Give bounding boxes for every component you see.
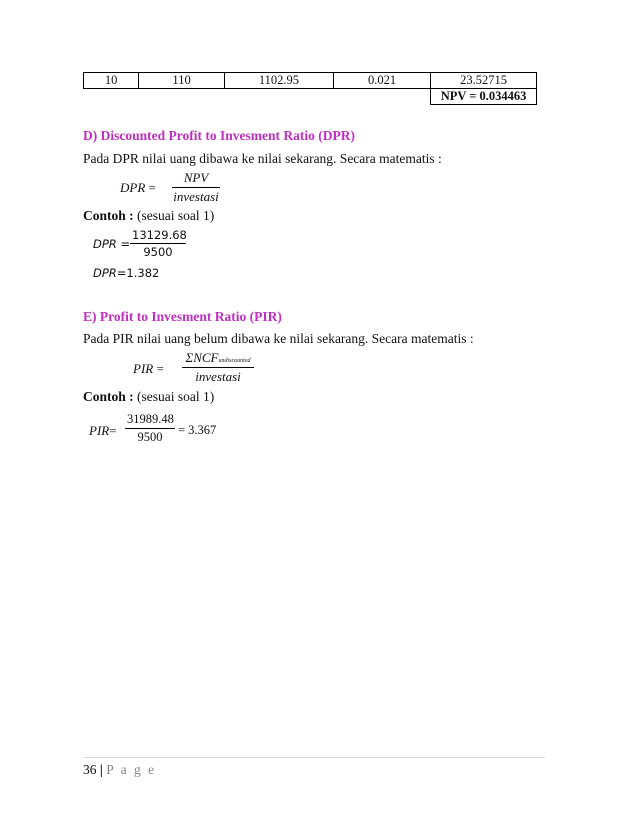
pir-denominator: investasi — [195, 369, 241, 384]
dpr-heading: D) Discounted Profit to Invesment Ratio (DPR) — [83, 128, 355, 143]
footer-separator: | — [99, 762, 103, 777]
equals-sign: = — [148, 180, 156, 195]
dpr-example-numerator: 13129.68 — [132, 228, 187, 242]
page-footer — [83, 762, 156, 778]
dpr-lhs: DPR — [120, 180, 146, 195]
page-number: 36 — [83, 762, 97, 777]
pir-example-numerator: 31989.48 — [125, 412, 175, 429]
pir-example-formula: PIR= — [89, 423, 117, 438]
pir-description: Pada PIR nilai uang belum dibawa ke nilai sekarang. Secara matematis : — [83, 331, 474, 346]
table-cell: 0.021 — [334, 73, 431, 89]
table-row — [84, 89, 537, 105]
npv-table — [83, 72, 537, 105]
page-label: P a g e — [106, 762, 157, 777]
table-cell: 1102.95 — [224, 73, 333, 89]
pir-example-denominator: 9500 — [137, 430, 163, 444]
table-row — [84, 73, 537, 89]
dpr-result: DPR=1.382 — [93, 266, 160, 280]
pir-formula — [133, 361, 164, 377]
npv-total-cell: NPV = 0.034463 — [431, 89, 537, 105]
dpr-fraction — [172, 170, 220, 205]
pir-fraction — [182, 350, 254, 385]
footer-divider — [83, 757, 545, 758]
pir-lhs: PIR — [133, 361, 154, 376]
dpr-denominator: investasi — [173, 189, 219, 204]
dpr-example-fraction — [130, 228, 186, 259]
dpr-numerator: NPV — [172, 170, 220, 188]
dpr-result-value: 1.382 — [126, 266, 160, 280]
dpr-description: Pada DPR nilai uang dibawa ke nilai sekarang. Secara matematis : — [83, 151, 442, 166]
dpr-formula — [120, 180, 156, 196]
table-cell: 23.52715 — [431, 73, 537, 89]
dpr-example-formula: DPR = — [93, 237, 131, 251]
pir-numerator: ΣNCFundiscounted — [182, 350, 254, 368]
pir-example-fraction — [125, 412, 175, 445]
table-cell: 10 — [84, 73, 139, 89]
pir-result-value: = 3.367 — [178, 423, 217, 437]
pir-example-label: Contoh : (sesuai soal 1) — [83, 389, 215, 404]
equals-sign: = — [156, 361, 164, 376]
dpr-example-label: Contoh : (sesuai soal 1) — [83, 208, 215, 223]
table-blank-cell — [84, 89, 431, 105]
dpr-example-denominator: 9500 — [143, 245, 173, 259]
table-cell: 110 — [139, 73, 224, 89]
pir-heading: E) Profit to Invesment Ratio (PIR) — [83, 309, 282, 324]
